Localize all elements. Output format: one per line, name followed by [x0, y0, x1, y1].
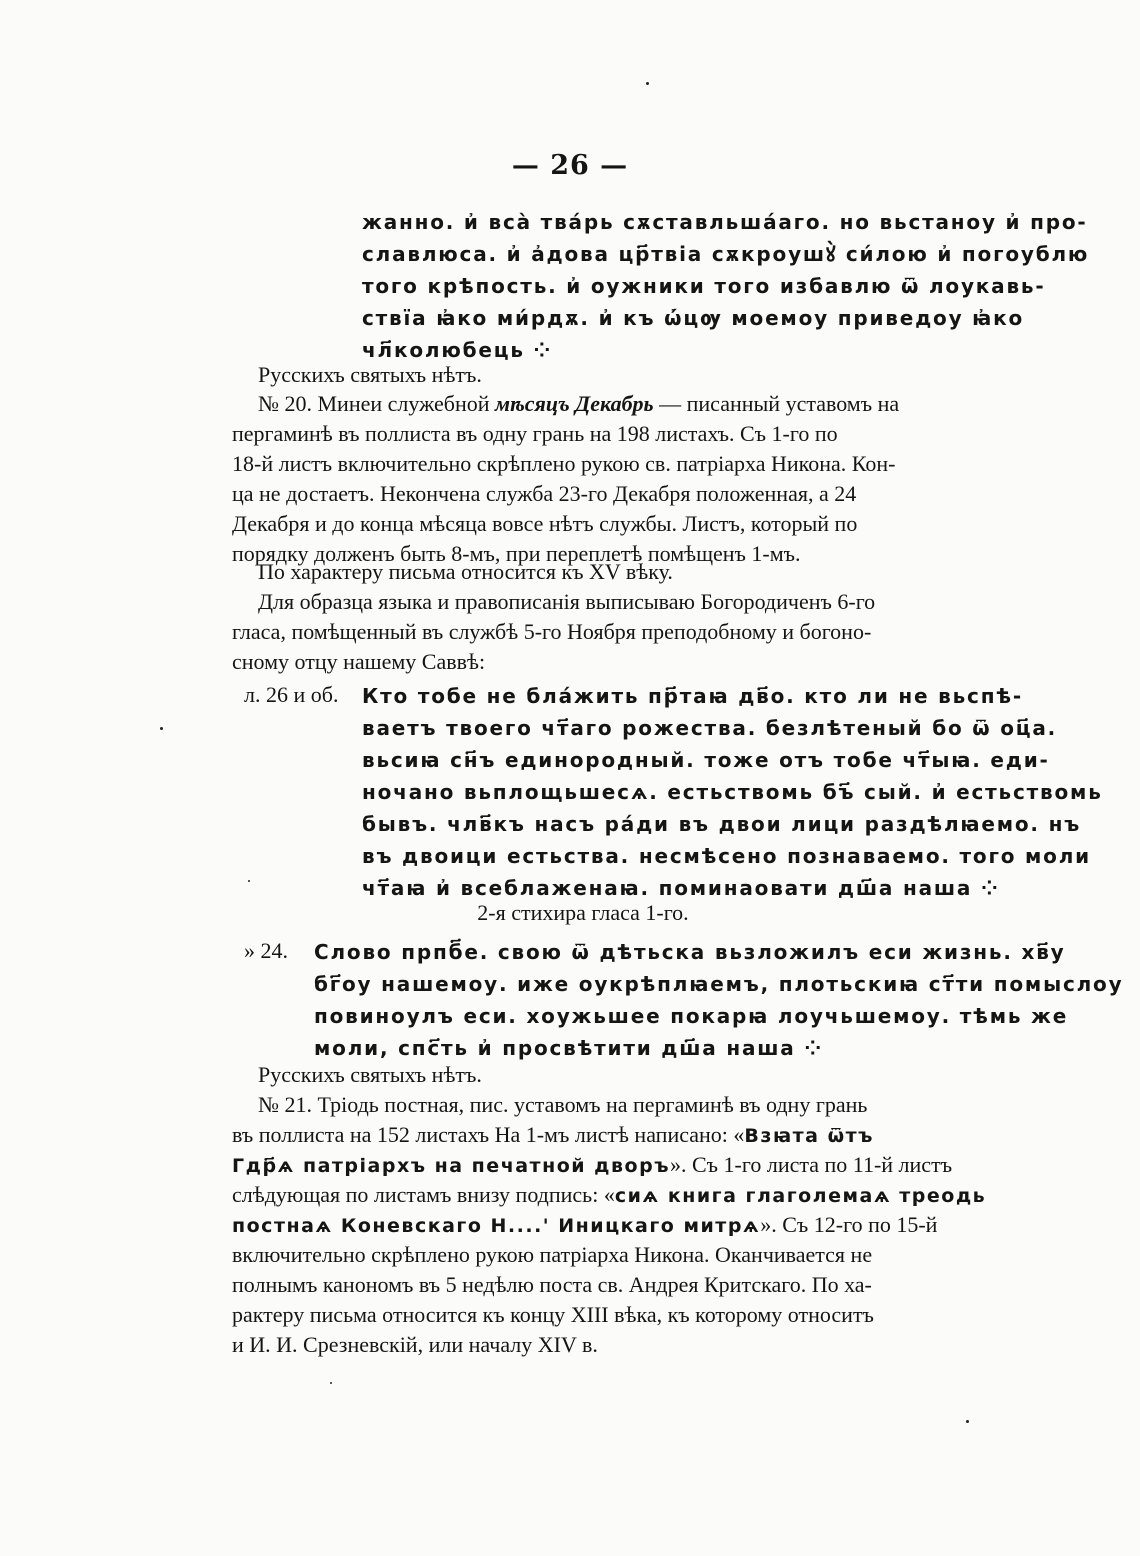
scan-speck — [248, 880, 250, 882]
slavonic-line: вьсиꙗ сн҃ъ единородный. тоже отъ тобе чт҃ыꙗ. еди- — [362, 748, 1050, 772]
entry-20-line: пергаминѣ въ поллиста въ одну грань на 198 листахъ. Съ 1-го по — [232, 421, 838, 446]
slavonic-line: чл҃колюбець ⁘ — [362, 338, 553, 362]
slavonic-quote-1 — [362, 680, 1103, 904]
slavonic-text-top — [362, 206, 1090, 366]
slavonic-line: того крѣпость. и҆ оужники того избавлю ѿ лоукавь- — [362, 274, 1046, 298]
slavonic-quote-2 — [314, 936, 1124, 1064]
scan-speck — [160, 727, 163, 730]
entry-21-line: рактеру письма относится къ концу XIII вѣка, къ которому относитъ — [232, 1302, 874, 1327]
entry-21-line: № 21. Тріодь постная, пис. уставомъ на пергаминѣ въ одну грань — [258, 1092, 868, 1117]
entry-20 — [232, 389, 962, 569]
russian-saints-note: Русскихъ святыхъ нѣтъ. — [258, 362, 482, 387]
slavonic-line: въ двоици естьства. несмѣсено познаваемо. того моли — [362, 844, 1091, 868]
slavonic-line: ваетъ твоего чт҃аго рожества. безлѣтеный бо ѿ оц҃а. — [362, 716, 1058, 740]
scan-speck — [646, 82, 649, 85]
quote-2-reference: » 24. — [244, 938, 288, 963]
stichera-heading: 2-я стихира гласа 1-го. — [477, 900, 689, 925]
slavonic-line: повиноулъ еси. хоужьшее покарꙗ лоучьшемоу. тѣмь же — [314, 1004, 1069, 1028]
slavonic-line: бг҃оу нашемоу. иже оукрѣплꙗемъ, плотьскиꙗ ст҃ти помыслоу — [314, 972, 1124, 996]
entry-21 — [232, 1090, 987, 1360]
slavonic-line: бывъ. члв҃къ насъ ра́ди въ двои лици раздѣлꙗемо. нъ — [362, 812, 1082, 836]
entry-20-line: Декабря и до конца мѣсяца вовсе нѣтъ службы. Листъ, который по — [232, 511, 858, 536]
scan-speck — [330, 1382, 332, 1384]
scan-speck — [966, 1420, 969, 1423]
entry-21-line: включительно скрѣплено рукою патріарха Никона. Оканчивается не — [232, 1242, 873, 1267]
entry-20-line-1: № 20. Минеи служебной мѣсяцъ Декабрь — писанный уставомъ на — [258, 391, 900, 416]
slavonic-line: чт҃аꙗ и҆ всеблаженаꙗ. поминаовати дш҃а наша ⁘ — [362, 876, 1000, 900]
slavonic-line: Кто тобе не бла́жить пр҃таꙗ дв҃о. кто ли не вьспѣ- — [362, 684, 1023, 708]
slavonic-line: Слово прпб҃е. свою ѿ дѣтьска вьзложилъ еси жизнь. хв҃у — [314, 940, 1066, 964]
entry-21-line: полнымъ канономъ въ 5 недѣлю поста св. Андрея Критскаго. По ха- — [232, 1272, 872, 1297]
sample-intro: Для образца языка и правописанія выписываю Богородиченъ 6-го гласа, помѣщенный въ службѣ 5-го Ноября преподобному и богоно- сному отцу нашему Саввѣ: — [232, 589, 876, 674]
entry-21-line: въ поллиста на 152 листахъ На 1-мъ листѣ написано: «Взꙗта ѿтъ — [232, 1122, 874, 1147]
entry-21-line: Гдр҃ѧ патріархъ на печатной дворъ». Съ 1-го листа по 11-й листъ — [232, 1152, 953, 1177]
character-note: По характеру письма относится къ XV вѣку. — [258, 559, 673, 584]
slavonic-line: славлюса. и҆ а҆дова цр҃твіа сѫкроушꙋ̀ си́лою и҆ погоублю — [362, 242, 1090, 266]
russian-saints-note-2: Русскихъ святыхъ нѣтъ. — [258, 1062, 482, 1087]
slavonic-line: ствїа ꙗ҆ко ми́рдѫ. и҆ къ ѡ҆́цѹ моемоу приведоу ꙗ҆ко — [362, 306, 1025, 330]
page-number: — 26 — — [511, 150, 629, 181]
entry-20-line: 18-й листъ включительно скрѣплено рукою св. патріарха Никона. Кон- — [232, 451, 896, 476]
entry-21-line: постнаѧ Коневскаго Н....' Иницкаго митрѧ». Съ 12-го по 15-й — [232, 1212, 938, 1237]
entry-21-line: и И. И. Срезневскій, или началу XIV в. — [232, 1332, 598, 1357]
quote-1-reference: л. 26 и об. — [244, 682, 339, 707]
slavonic-line: жанно. и҆ вса̀ тва́рь сѫставльша́аго. но вьстаноу и҆ про- — [362, 210, 1088, 234]
entry-21-line: слѣдующая по листамъ внизу подпись: «сиѧ книга глаголемаѧ треодь — [232, 1182, 987, 1207]
slavonic-line: моли, спс҃ть и҆ просвѣтити дш҃а наша ⁘ — [314, 1036, 823, 1060]
entry-20-line: порядку долженъ быть 8-мъ, при переплетѣ помѣщенъ 1-мъ. — [232, 541, 801, 566]
entry-20-line: ца не достаетъ. Некончена служба 23-го Декабря положенная, а 24 — [232, 481, 857, 506]
slavonic-line: ночано вьплощьшесѧ. естьствомь бъ҃ сый. и҆ естьствомь — [362, 780, 1103, 804]
